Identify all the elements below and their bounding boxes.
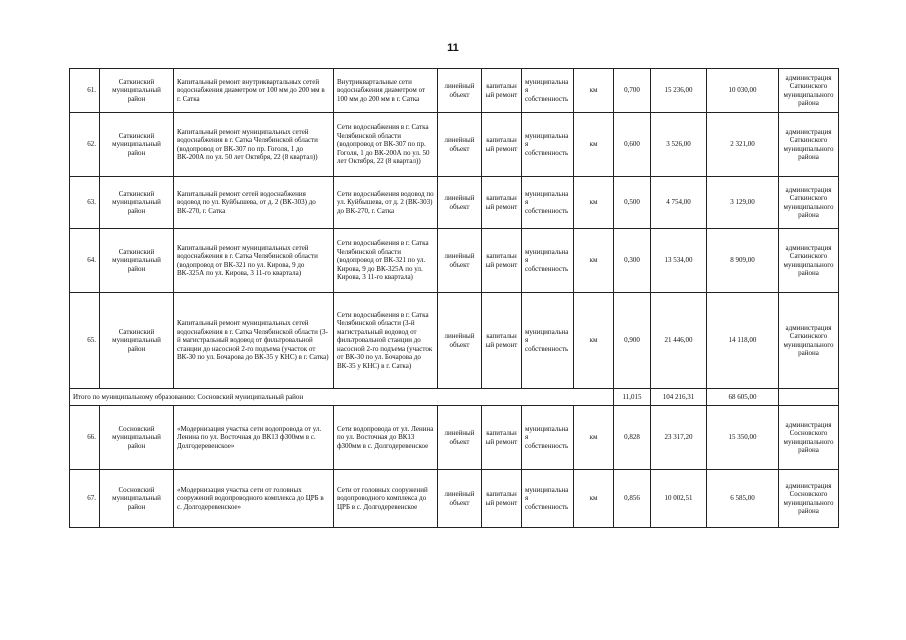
project-name: «Модернизация участка сети от головных сооружений водопроводного комплекса до ЦРБ в с. Долгодеревенское» (174, 470, 334, 528)
ownership: муниципальная собственность (522, 69, 574, 113)
table-row (70, 293, 839, 389)
unit: км (574, 406, 614, 470)
ownership: муниципальная собственность (522, 293, 574, 389)
cost-value: 23 317,20 (651, 406, 707, 470)
funds-value: 3 129,00 (707, 177, 779, 229)
row-number: 61. (70, 69, 100, 113)
municipal-district: Саткинский муниципальный район (100, 229, 174, 293)
length-value: 0,500 (614, 177, 651, 229)
unit: км (574, 177, 614, 229)
object-type: линейный объект (438, 229, 482, 293)
total-length: 11,015 (614, 389, 651, 406)
project-name: Капитальный ремонт сетей водоснабжения водовод по ул. Куйбышева, от д. 2 (ВК-303) до ВК-270, г. Сатка (174, 177, 334, 229)
row-number: 66. (70, 406, 100, 470)
length-value: 0,900 (614, 293, 651, 389)
municipal-district: Саткинский муниципальный район (100, 177, 174, 229)
total-empty-cell (779, 389, 839, 406)
administration: администрация Саткинского муниципального района (779, 229, 839, 293)
cost-value: 10 002,51 (651, 470, 707, 528)
administration: администрация Саткинского муниципального района (779, 113, 839, 177)
object-description: Сети водоснабжения в г. Сатка Челябинской области (водопровод от ВК-321 по ул. Кирова, 9 до ВК-325А по ул. Кирова, 3 11-го квартала) (334, 229, 438, 293)
row-number: 65. (70, 293, 100, 389)
work-type: капитальный ремонт (482, 229, 522, 293)
work-type: капитальный ремонт (482, 293, 522, 389)
project-name: Капитальный ремонт муниципальных сетей водоснабжения в г. Сатка Челябинской области (водопровод от ВК-307 по пр. Гоголя, 1 до ВК-200А по ул. 50 лет Октября, 22 (8 квартал)) (174, 113, 334, 177)
work-type: капитальный ремонт (482, 406, 522, 470)
unit: км (574, 113, 614, 177)
work-type: капитальный ремонт (482, 113, 522, 177)
total-cost: 104 216,31 (651, 389, 707, 406)
administration: администрация Сосновского муниципального района (779, 470, 839, 528)
cost-value: 3 526,00 (651, 113, 707, 177)
unit: км (574, 293, 614, 389)
funds-value: 14 118,00 (707, 293, 779, 389)
funds-value: 6 585,00 (707, 470, 779, 528)
object-type: линейный объект (438, 406, 482, 470)
table-row (70, 113, 839, 177)
municipal-district: Саткинский муниципальный район (100, 69, 174, 113)
object-type: линейный объект (438, 293, 482, 389)
funds-value: 10 030,00 (707, 69, 779, 113)
object-description: Сети водоснабжения водовод по ул. Куйбышева, от д. 2 (ВК-303) до ВК-270, г. Сатка (334, 177, 438, 229)
row-number: 67. (70, 470, 100, 528)
length-value: 0,300 (614, 229, 651, 293)
ownership: муниципальная собственность (522, 113, 574, 177)
administration: администрация Саткинского муниципального района (779, 177, 839, 229)
unit: км (574, 470, 614, 528)
ownership: муниципальная собственность (522, 177, 574, 229)
object-description: Сети водоснабжения в г. Сатка Челябинской области (водопровод от ВК-307 по пр. Гоголя, 1 до ВК-200А по ул. 50 лет Октября, 22 (8 квартал)) (334, 113, 438, 177)
length-value: 0,828 (614, 406, 651, 470)
length-value: 0,700 (614, 69, 651, 113)
funds-value: 15 350,00 (707, 406, 779, 470)
table-row (70, 69, 839, 113)
cost-value: 4 754,00 (651, 177, 707, 229)
object-description: Сети водоснабжения в г. Сатка Челябинской области (3-й магистральный водовод от фильтровальной станции до насосной 2-го подъема (участок от ВК-30 по ул. Бочарова до ВК-35 у КНС) в г. Сатка) (334, 293, 438, 389)
object-type: линейный объект (438, 69, 482, 113)
ownership: муниципальная собственность (522, 470, 574, 528)
page-number: 11 (447, 42, 459, 54)
total-row (70, 389, 839, 406)
object-description: Сети водопровода от ул. Ленина по ул. Восточная до ВК13 ф300мм в с. Долгодеревенское (334, 406, 438, 470)
row-number: 63. (70, 177, 100, 229)
cost-value: 21 446,00 (651, 293, 707, 389)
total-label: Итого по муниципальному образованию: Сосновский муниципальный район (70, 389, 614, 406)
cost-value: 15 236,00 (651, 69, 707, 113)
length-value: 0,600 (614, 113, 651, 177)
administration: администрация Саткинского муниципального района (779, 69, 839, 113)
row-number: 62. (70, 113, 100, 177)
total-funds: 68 605,00 (707, 389, 779, 406)
funds-value: 2 321,00 (707, 113, 779, 177)
table-row (70, 177, 839, 229)
ownership: муниципальная собственность (522, 406, 574, 470)
project-name: Капитальный ремонт внутриквартальных сетей водоснабжения диаметром от 100 мм до 200 мм в г. Сатка (174, 69, 334, 113)
unit: км (574, 229, 614, 293)
length-value: 0,856 (614, 470, 651, 528)
unit: км (574, 69, 614, 113)
ownership: муниципальная собственность (522, 229, 574, 293)
object-type: линейный объект (438, 177, 482, 229)
project-name: Капитальный ремонт муниципальных сетей водоснабжения в г. Сатка Челябинской области (3-й магистральный водовод от фильтровальной станции до насосной 2-го подъема (участок от ВК-30 по ул. Бочарова до ВК-35 у КНС) в г. Сатка) (174, 293, 334, 389)
object-type: линейный объект (438, 113, 482, 177)
object-description: Внутриквартальные сети водоснабжения диаметром от 100 мм до 200 мм в г. Сатка (334, 69, 438, 113)
table-row (70, 406, 839, 470)
municipal-district: Сосновский муниципальный район (100, 406, 174, 470)
municipal-district: Саткинский муниципальный район (100, 113, 174, 177)
project-name: Капитальный ремонт муниципальных сетей водоснабжения в г. Сатка Челябинской области (водопровод от ВК-321 по ул. Кирова, 9 до ВК-325А по ул. Кирова, 3 11-го квартала) (174, 229, 334, 293)
funds-value: 8 909,00 (707, 229, 779, 293)
administration: администрация Сосновского муниципального района (779, 406, 839, 470)
object-description: Сети от головных сооружений водопроводного комплекса до ЦРБ в с. Долгодеревенское (334, 470, 438, 528)
work-type: капитальный ремонт (482, 470, 522, 528)
municipal-district: Сосновский муниципальный район (100, 470, 174, 528)
object-type: линейный объект (438, 470, 482, 528)
projects-table (69, 68, 839, 528)
project-name: «Модернизация участка сети водопровода от ул. Ленина по ул. Восточная до ВК13 ф300мм в с. Долгодеревенское» (174, 406, 334, 470)
table-row (70, 229, 839, 293)
administration: администрация Саткинского муниципального района (779, 293, 839, 389)
row-number: 64. (70, 229, 100, 293)
work-type: капитальный ремонт (482, 177, 522, 229)
cost-value: 13 534,00 (651, 229, 707, 293)
table-row (70, 470, 839, 528)
municipal-district: Саткинский муниципальный район (100, 293, 174, 389)
work-type: капитальный ремонт (482, 69, 522, 113)
